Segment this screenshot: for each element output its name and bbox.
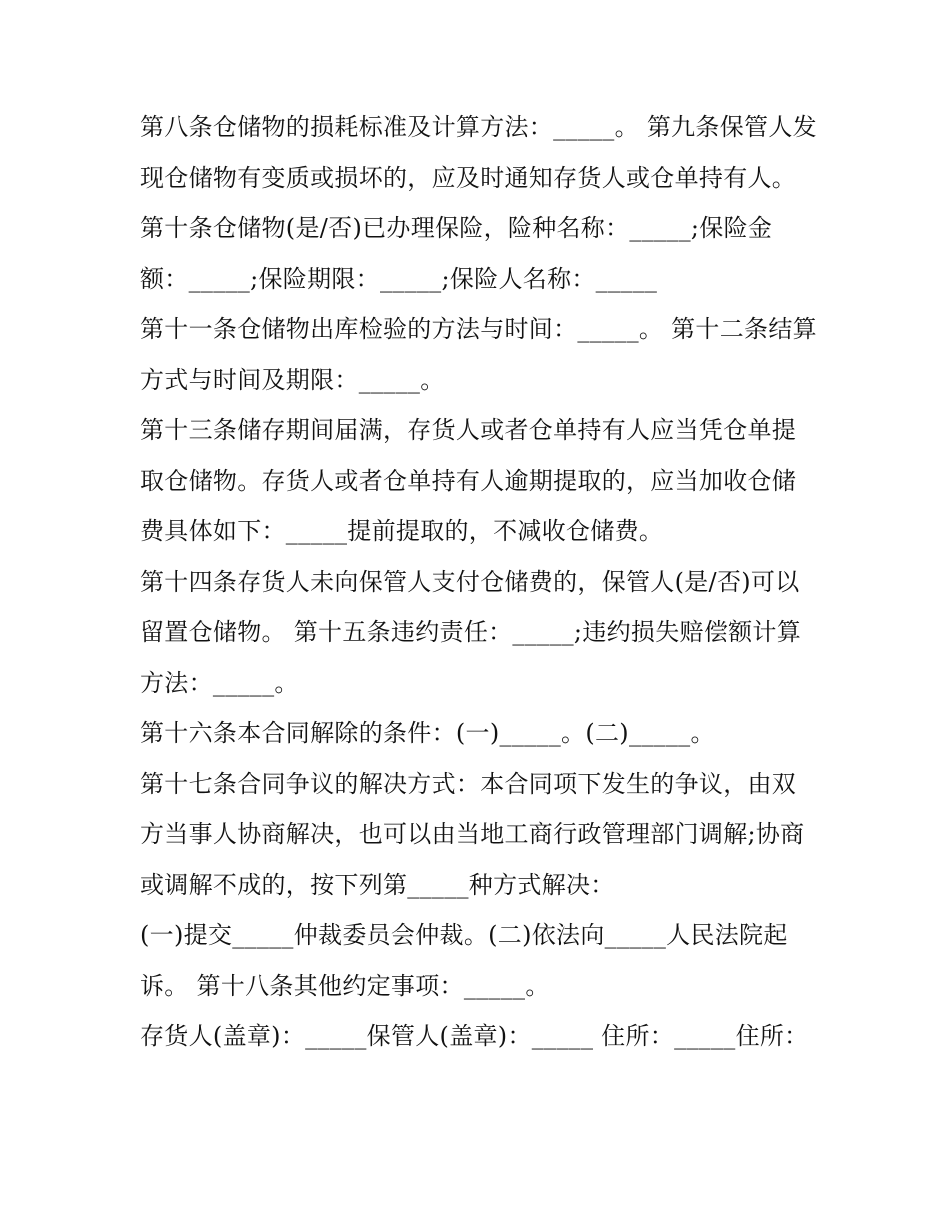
article-17: 第十七条合同争议的解决方式：本合同项下发生的争议，由双方当事人协商解决，也可以由当地工商行政管理部门调解;协商或调解不成的，按下列第_____种方式解决： <box>140 769 805 899</box>
article-13: 第十三条储存期间届满，存货人或者仓单持有人应当凭仓单提取仓储物。存货人或者仓单持有人逾期提取的，应当加收仓储费具体如下：_____提前提取的，不减收仓储费。 <box>140 416 797 545</box>
article-16: 第十六条本合同解除的条件：(一)_____。(二)_____。 <box>140 719 715 747</box>
article-8-9: 第八条仓储物的损耗标准及计算方法：_____。 第九条保管人发现仓储物有变质或损坏的，应及时通知存货人或仓单持有人。 <box>140 113 817 192</box>
dispute-options-article-18: (一)提交_____仲裁委员会仲裁。(二)依法向_____人民法院起诉。 第十八条其他约定事项：_____。 <box>140 921 788 1000</box>
article-11-12: 第十一条仓储物出库检验的方法与时间：_____。 第十二条结算方式与时间及期限：_____。 <box>140 315 817 394</box>
article-14-15: 第十四条存货人未向保管人支付仓储费的，保管人(是/否)可以留置仓储物。 第十五条违约责任：_____;违约损失赔偿额计算方法：_____。 <box>140 567 802 697</box>
document-body <box>140 102 820 1062</box>
article-10: 第十条仓储物(是/否)已办理保险，险种名称：_____;保险金额：_____;保险期限：_____;保险人名称：_____ <box>140 214 773 293</box>
signature-block: 存货人(盖章)：_____保管人(盖章)：_____ 住所：_____住所： <box>140 1022 809 1050</box>
